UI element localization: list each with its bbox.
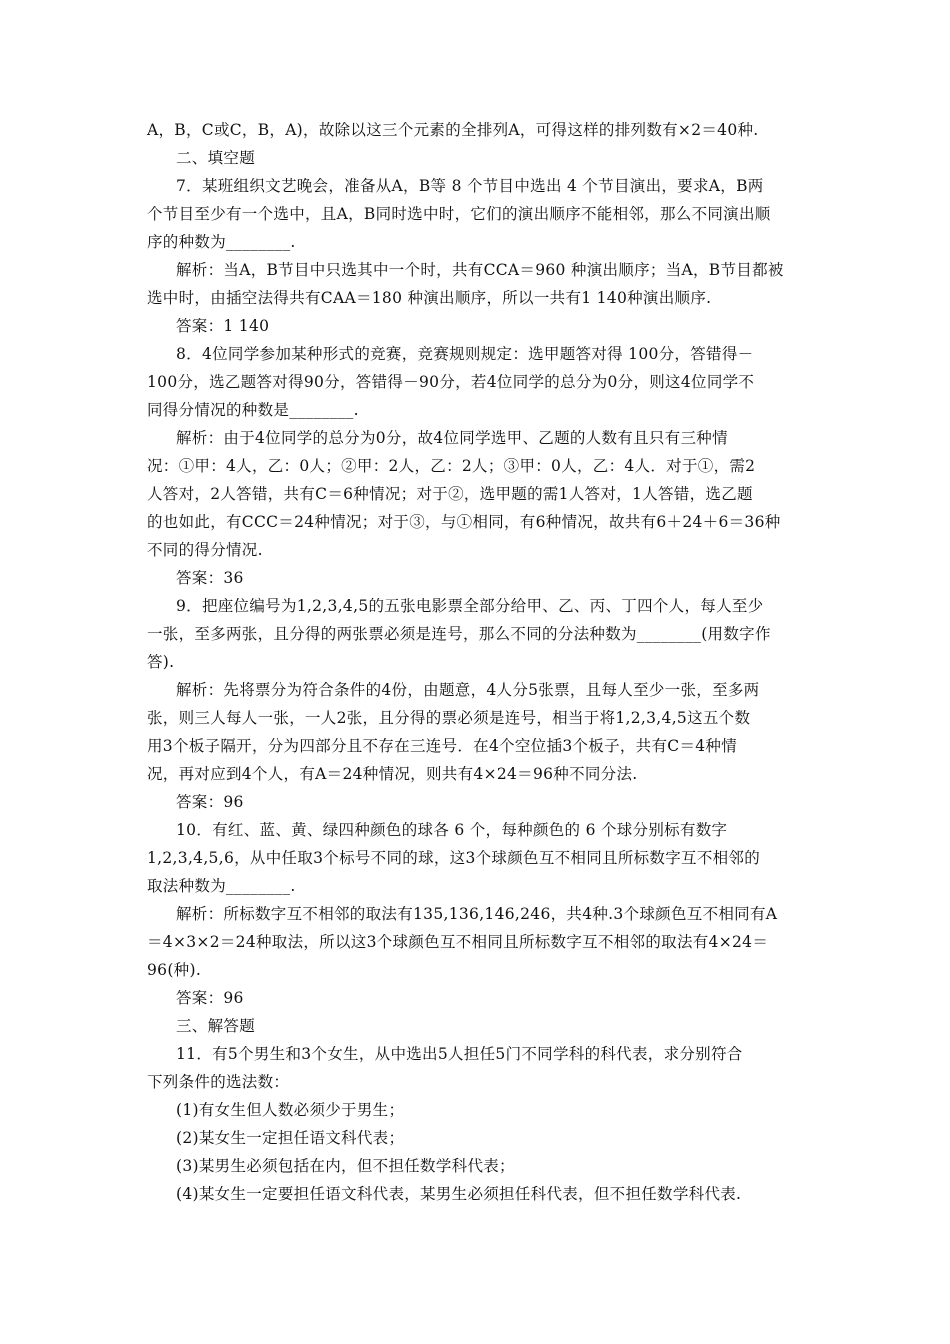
answer-line: 答案：96 <box>176 989 244 1007</box>
question-line: 序的种数为________. <box>147 233 296 251</box>
question-line: 7．某班组织文艺晚会，准备从A，B等 8 个节目中选出 4 个节目演出，要求A，B两 <box>176 177 764 195</box>
solution-line: 况，再对应到4个人，有A＝24种情况，则共有4×24＝96种不同分法. <box>147 765 638 783</box>
solution-line: 张，则三人每人一张，一人2张，且分得的票必须是连号，相当于将1,2,3,4,5这五个数 <box>147 709 751 727</box>
sub-question-line: (3)某男生必须包括在内，但不担任数学科代表； <box>176 1157 515 1175</box>
solution-line: 不同的得分情况. <box>147 541 263 559</box>
solution-line: 况：①甲：4人，乙：0人；②甲：2人，乙：2人；③甲：0人，乙：4人．对于①，需2 <box>147 457 756 475</box>
section-heading: 二、填空题 <box>176 149 256 167</box>
sub-question-line: (4)某女生一定要担任语文科代表，某男生必须担任科代表，但不担任数学科代表. <box>176 1185 742 1203</box>
solution-line: 人答对，2人答错，共有C＝6种情况；对于②，选甲题的需1人答对，1人答错，选乙题 <box>147 485 753 503</box>
question-line: 8．4位同学参加某种形式的竞赛，竞赛规则规定：选甲题答对得 100分，答错得－ <box>176 345 754 363</box>
section-heading: 三、解答题 <box>176 1017 256 1035</box>
question-line: 10．有红、蓝、黄、绿四种颜色的球各 6 个，每种颜色的 6 个球分别标有数字 <box>176 821 728 839</box>
text-line: A，B，C或C，B，A)，故除以这三个元素的全排列A，可得这样的排列数有×2＝40种. <box>147 121 759 139</box>
solution-line: 解析：由于4位同学的总分为0分，故4位同学选甲、乙题的人数有且只有三种情 <box>176 429 728 447</box>
answer-line: 答案：96 <box>176 793 244 811</box>
question-line: 100分，选乙题答对得90分，答错得－90分，若4位同学的总分为0分，则这4位同学不 <box>147 373 755 391</box>
question-line: 取法种数为________. <box>147 877 296 895</box>
solution-line: 选中时，由插空法得共有CAA＝180 种演出顺序，所以一共有1 140种演出顺序. <box>147 289 712 307</box>
solution-line: 解析：所标数字互不相邻的取法有135,136,146,246，共4种.3个球颜色互不相同有A <box>176 905 778 923</box>
sub-question-line: (2)某女生一定担任语文科代表； <box>176 1129 405 1147</box>
solution-line: ＝4×3×2＝24种取法，所以这3个球颜色互不相同且所标数字互不相邻的取法有4×24＝ <box>147 933 769 951</box>
solution-line: 解析：当A，B节目中只选其中一个时，共有CCA＝960 种演出顺序；当A，B节目都被 <box>176 261 784 279</box>
question-line: 一张，至多两张，且分得的两张票必须是连号，那么不同的分法种数为________(用数字作 <box>147 625 771 643</box>
question-line: 11．有5个男生和3个女生，从中选出5人担任5门不同学科的科代表，求分别符合 <box>176 1045 743 1063</box>
solution-line: 解析：先将票分为符合条件的4份，由题意，4人分5张票，且每人至少一张，至多两 <box>176 681 760 699</box>
sub-question-line: (1)有女生但人数必须少于男生； <box>176 1101 405 1119</box>
question-line: 下列条件的选法数： <box>147 1073 290 1091</box>
question-line: 答). <box>147 653 175 671</box>
question-line: 个节目至少有一个选中，且A，B同时选中时，它们的演出顺序不能相邻，那么不同演出顺 <box>147 205 771 223</box>
answer-line: 答案：1 140 <box>176 317 270 335</box>
solution-line: 的也如此，有CCC＝24种情况；对于③，与①相同，有6种情况，故共有6＋24＋6＝36种 <box>147 513 781 531</box>
question-line: 1,2,3,4,5,6，从中任取3个标号不同的球，这3个球颜色互不相同且所标数字互不相邻的 <box>147 849 761 867</box>
question-line: 同得分情况的种数是________. <box>147 401 359 419</box>
question-line: 9．把座位编号为1,2,3,4,5的五张电影票全部分给甲、乙、丙、丁四个人，每人至少 <box>176 597 764 615</box>
answer-line: 答案：36 <box>176 569 244 587</box>
solution-line: 96(种). <box>147 961 202 979</box>
solution-line: 用3个板子隔开，分为四部分且不存在三连号．在4个空位插3个板子，共有C＝4种情 <box>147 737 738 755</box>
